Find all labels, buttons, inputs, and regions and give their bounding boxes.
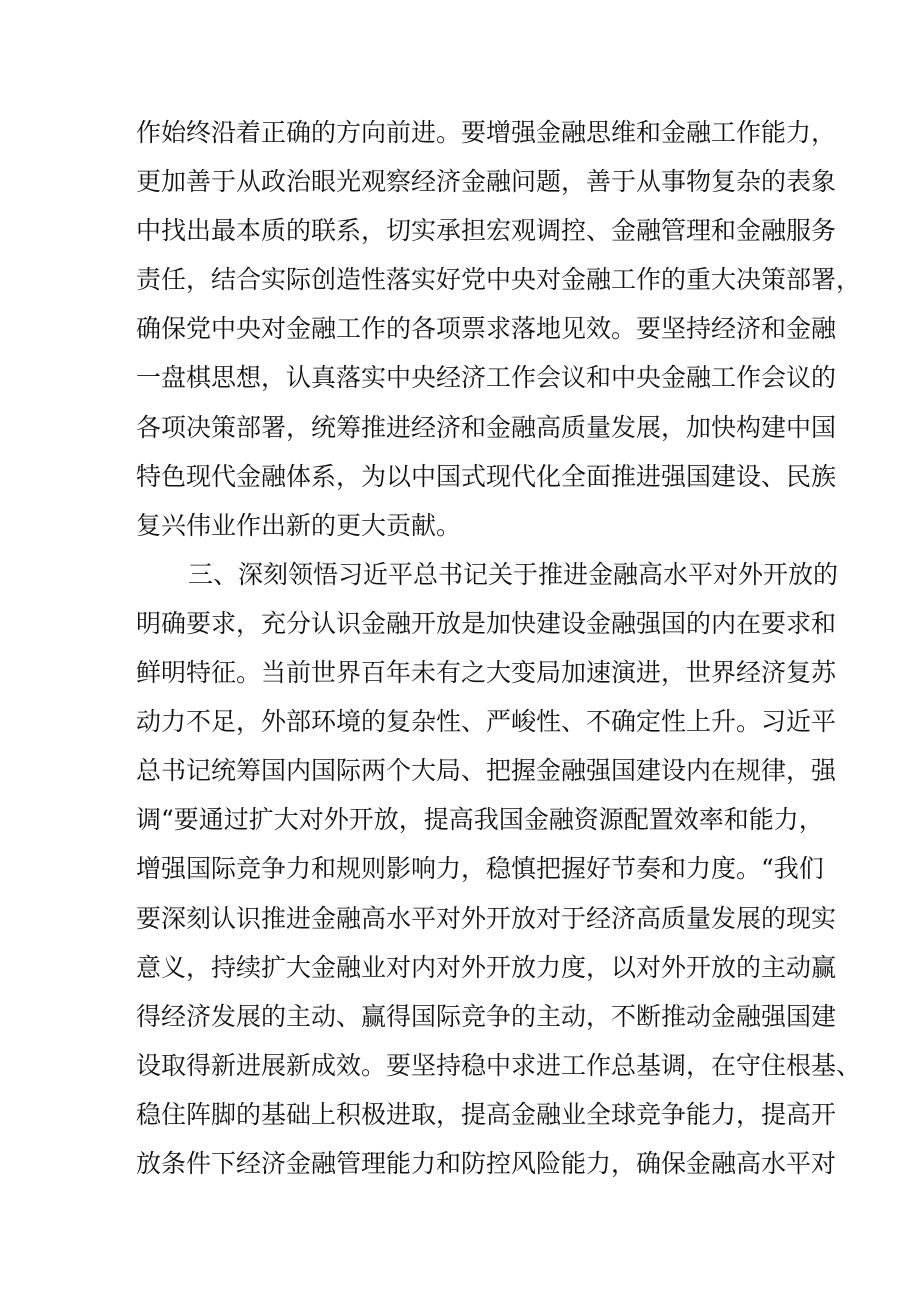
text-line: 总书记统筹国内国际两个大局、把握金融强国建设内在规律，强 bbox=[136, 756, 837, 786]
text-line: 作始终沿着正确的方向前进。要增强金融思维和金融工作能力， bbox=[136, 118, 837, 147]
text-line: 责任，结合实际创造性落实好党中央对金融工作的重大决策部署， bbox=[136, 265, 862, 295]
text-line: 放条件下经济金融管理能力和防控风险能力，确保金融高水平对 bbox=[136, 1148, 837, 1178]
text-line: 各项决策部署，统筹推进经济和金融高质量发展，加快构建中国 bbox=[136, 412, 837, 442]
document-body bbox=[136, 108, 862, 1188]
section-three-first-line: 三、深刻领悟习近平总书记关于推进金融高水平对外开放的 bbox=[188, 559, 839, 589]
text-line: 意义，持续扩大金融业对内对外开放力度，以对外开放的主动赢 bbox=[136, 952, 837, 982]
text-line: 得经济发展的主动、赢得国际竞争的主动，不断推动金融强国建 bbox=[136, 1001, 837, 1031]
text-line: 增强国际竞争力和规则影响力，稳慎把握好节奏和力度。“我们 bbox=[136, 854, 824, 884]
text-line: 特色现代金融体系，为以中国式现代化全面推进强国建设、民族 bbox=[136, 461, 837, 491]
text-line: 设取得新进展新成效。要坚持稳中求进工作总基调，在守住根基、 bbox=[136, 1050, 862, 1080]
text-line: 明确要求，充分认识金融开放是加快建设金融强国的内在要求和 bbox=[136, 608, 837, 638]
text-line: 要深刻认识推进金融高水平对外开放对于经济高质量发展的现实 bbox=[136, 903, 837, 933]
text-line: 鲜明特征。当前世界百年未有之大变局加速演进，世界经济复苏 bbox=[136, 658, 837, 688]
text-line: 中找出最本质的联系，切实承担宏观调控、金融管理和金融服务 bbox=[136, 216, 837, 246]
text-line: 动力不足，外部环境的复杂性、严峻性、不确定性上升。习近平 bbox=[136, 707, 837, 737]
paragraph-end-line: 复兴伟业作出新的更大贡献。 bbox=[136, 510, 462, 540]
text-line: 一盘棋思想，认真落实中央经济工作会议和中央金融工作会议的 bbox=[136, 363, 837, 393]
text-line: 更加善于从政治眼光观察经济金融问题，善于从事物复杂的表象 bbox=[136, 167, 837, 197]
text-line: 确保党中央对金融工作的各项票求落地见效。要坚持经济和金融 bbox=[136, 314, 837, 344]
text-line: 稳住阵脚的基础上积极进取，提高金融业全球竞争能力，提高开 bbox=[136, 1099, 837, 1129]
text-line: 调“要通过扩大对外开放，提高我国金融资源配置效率和能力， bbox=[136, 805, 824, 835]
